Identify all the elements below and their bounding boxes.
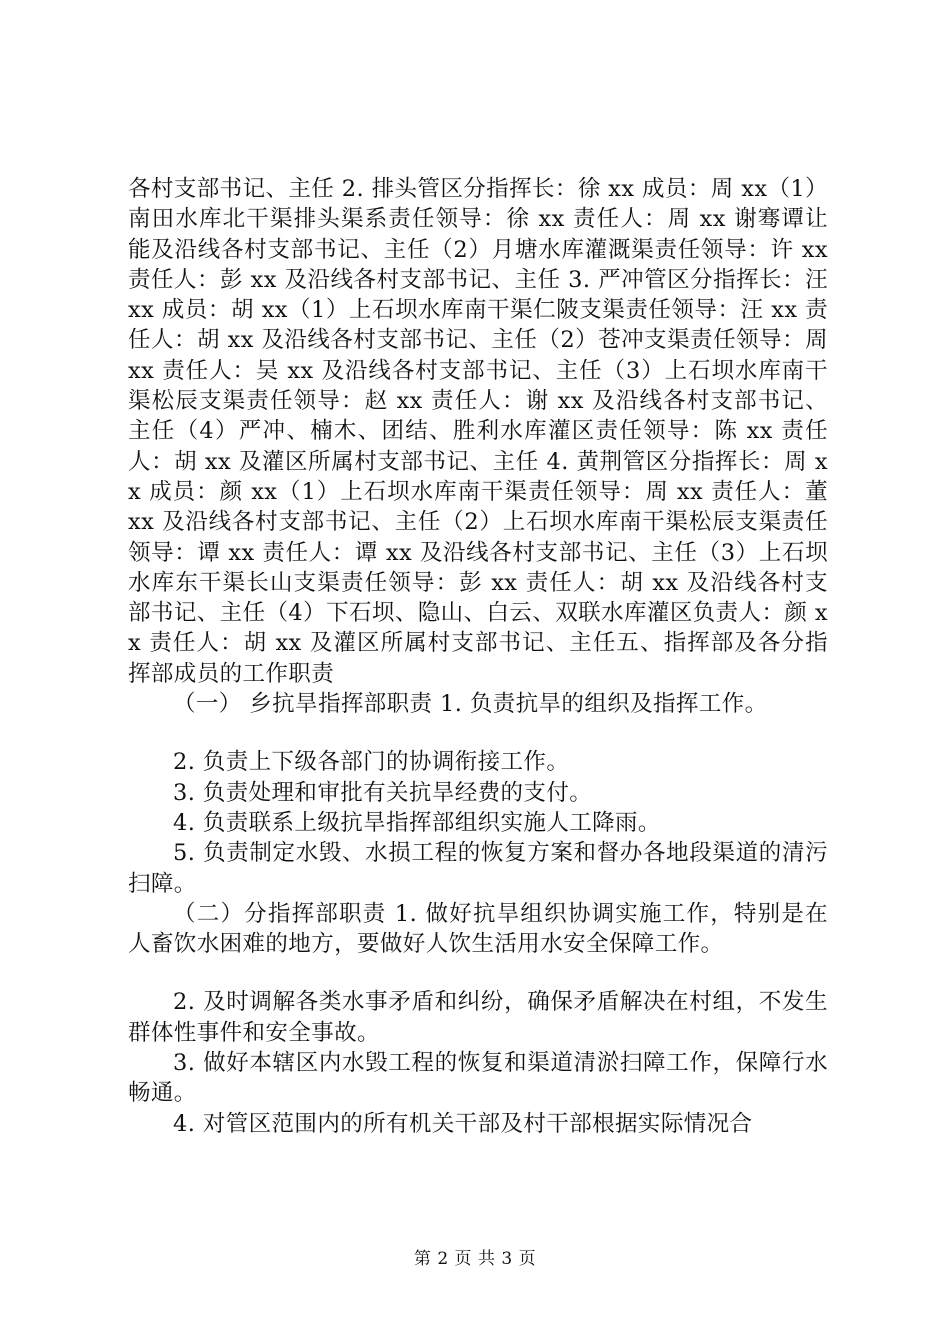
paragraph-township-duty-3: 3. 负责处理和审批有关抗旱经费的支付。 <box>173 779 593 806</box>
document-body <box>128 174 828 1139</box>
page-number-footer: 第 2 页 共 3 页 <box>413 1249 537 1269</box>
paragraph-branch-duty-3: 3. 做好本辖区内水毁工程的恢复和渠道清淤扫障工作，保障行水畅通。 <box>128 1050 828 1107</box>
paragraph-branch-duty-2: 2. 及时调解各类水事矛盾和纠纷，确保矛盾解决在村组，不发生群体性事件和安全事故。 <box>128 989 828 1046</box>
paragraph-township-duty-5: 5. 负责制定水毁、水损工程的恢复方案和督办各地段渠道的清污扫障。 <box>128 840 828 897</box>
paragraph-township-duty-4: 4. 负责联系上级抗旱指挥部组织实施人工降雨。 <box>173 809 661 836</box>
paragraph-branch-duties-heading: （二）分指挥部职责 1. 做好抗旱组织协调实施工作，特别是在人畜饮水困难的地方，要做好人饮生活用水安全保障工作。 <box>128 900 828 958</box>
paragraph-branch-duty-4: 4. 对管区范围内的所有机关干部及村干部根据实际情况合 <box>173 1110 753 1137</box>
paragraph-responsibility-list: 各村支部书记、主任 2. 排头管区分指挥长：徐 xx 成员：周 xx（1）南田水库北干渠排头渠系责任领导：徐 xx 责任人：周 xx 谢骞谭让能及沿线各村支部书记、主任（2）月塘水库灌溉渠责任领导：许 xx 责任人：彭 xx 及沿线各村支部书记、主任 3. 严冲管区分指挥长：汪 xx 成员：胡 xx（1）上石坝水库南干渠仁陂支渠责任领导：汪 xx 责任人：胡 xx 及沿线各村支部书记、主任（2）苍冲支渠责任领导：周 xx 责任人：吴 xx 及沿线各村支部书记、主任（3）上石坝水库南干渠松辰支渠责任领导：赵 xx 责任人：谢 xx 及沿线各村支部书记、主任（4）严冲、楠木、团结、胜利水库灌区责任领导：陈 xx 责任人：胡 xx 及灌区所属村支部书记、主任 4. 黄荆管区分指挥长：周 xx 成员：颜 xx（1）上石坝水库南干渠责任领导：周 xx 责任人：董 xx 及沿线各村支部书记、主任（2）上石坝水库南干渠松辰支渠责任领导：谭 xx 责任人：谭 xx 及沿线各村支部书记、主任（3）上石坝水库东干渠长山支渠责任领导：彭 xx 责任人：胡 xx 及沿线各村支部书记、主任（4）下石坝、隐山、白云、双联水库灌区负责人：颜 xx 责任人：胡 xx 及灌区所属村支部书记、主任五、指挥部及各分指挥部成员的工作职责 <box>128 176 828 687</box>
paragraph-township-duty-2: 2. 负责上下级各部门的协调衔接工作。 <box>173 749 570 776</box>
paragraph-township-duties-heading: （一） 乡抗旱指挥部职责 1. 负责抗旱的组织及指挥工作。 <box>173 691 768 718</box>
